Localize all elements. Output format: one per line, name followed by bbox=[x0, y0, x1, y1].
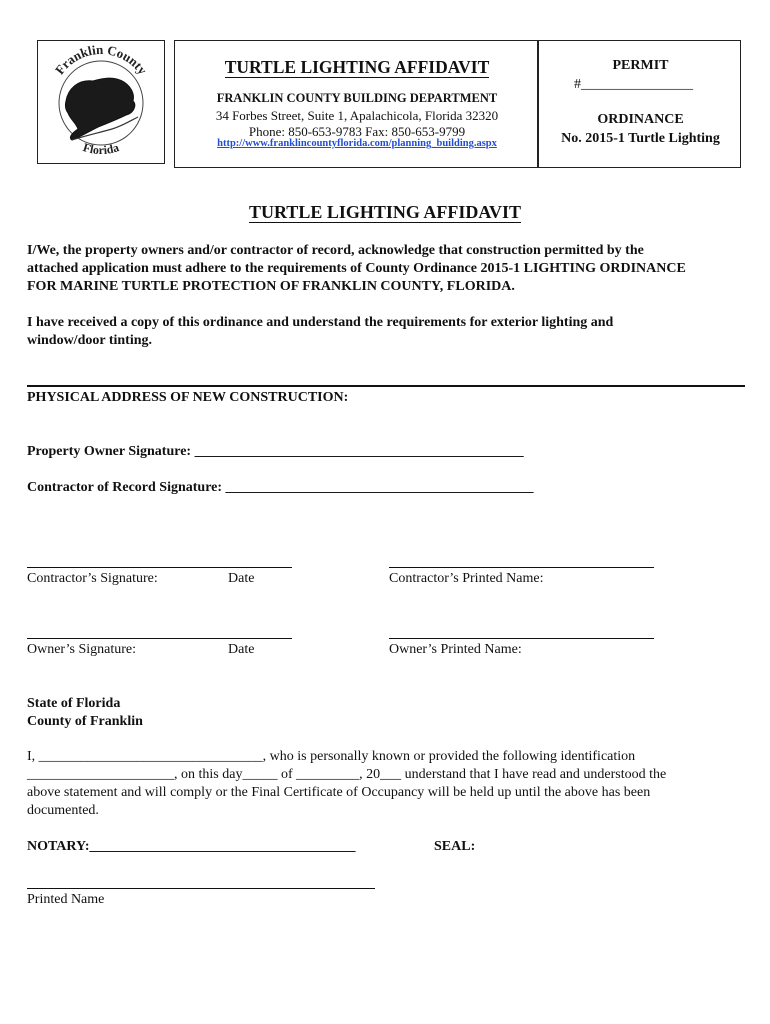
contractor-date-label: Date bbox=[228, 571, 255, 586]
owner-printed-name-line[interactable] bbox=[389, 638, 654, 639]
svg-text:Florida: Florida bbox=[81, 140, 121, 158]
header-title: TURTLE LIGHTING AFFIDAVIT bbox=[224, 57, 490, 77]
department-website-link[interactable]: http://www.franklincountyflorida.com/planning_building.aspx bbox=[217, 138, 497, 149]
property-owner-signature-field[interactable]: Property Owner Signature: _______________________________________________ bbox=[27, 444, 524, 459]
county-logo-frame bbox=[37, 40, 165, 164]
department-phone: Phone: 850-653-9783 Fax: 850-653-9799 bbox=[248, 124, 466, 139]
department-name: FRANKLIN COUNTY BUILDING DEPARTMENT bbox=[216, 91, 498, 105]
owner-signature-label: Owner’s Signature: bbox=[27, 642, 136, 657]
notary-printed-name-label: Printed Name bbox=[27, 892, 105, 907]
page-title: TURTLE LIGHTING AFFIDAVIT bbox=[248, 202, 522, 222]
ordinance-receipt-paragraph bbox=[27, 314, 747, 350]
section-divider bbox=[27, 385, 745, 387]
ordinance-number: No. 2015-1 Turtle Lighting bbox=[561, 131, 720, 146]
svg-text:Franklin County: Franklin County bbox=[51, 41, 151, 78]
paragraph-line: FOR MARINE TURTLE PROTECTION OF FRANKLIN COUNTY, FLORIDA. bbox=[27, 279, 515, 295]
notary-statement-line[interactable]: _____________________, on this day_____ of _________, 20___ understand that I have read and understood the bbox=[27, 767, 667, 782]
owner-date-label: Date bbox=[228, 642, 255, 657]
paragraph-line: attached application must adhere to the requirements of County Ordinance 2015-1 LIGHTING ORDINANCE bbox=[27, 261, 686, 277]
notary-statement-line: documented. bbox=[27, 803, 99, 818]
state-label: State of Florida bbox=[27, 696, 121, 711]
seal-label: SEAL: bbox=[434, 839, 476, 854]
permit-box bbox=[538, 40, 741, 168]
contractor-of-record-signature-field[interactable]: Contractor of Record Signature: ____________________________________________ bbox=[27, 480, 534, 495]
owner-printed-name-label: Owner’s Printed Name: bbox=[389, 642, 522, 657]
notary-signature-field[interactable]: NOTARY:______________________________________ bbox=[27, 839, 356, 854]
paragraph-line: window/door tinting. bbox=[27, 333, 152, 349]
notary-statement-line[interactable]: I, ________________________________, who is personally known or provided the following identification bbox=[27, 749, 636, 764]
contractor-printed-name-line[interactable] bbox=[389, 567, 654, 568]
department-header-box bbox=[174, 40, 538, 168]
permit-number-field[interactable]: #________________ bbox=[574, 77, 693, 92]
department-address: 34 Forbes Street, Suite 1, Apalachicola, Florida 32320 bbox=[215, 108, 499, 123]
acknowledgement-paragraph bbox=[27, 242, 747, 297]
permit-label: PERMIT bbox=[612, 58, 669, 73]
paragraph-line: I have received a copy of this ordinance and understand the requirements for exterior lighting and bbox=[27, 315, 614, 330]
physical-address-label: PHYSICAL ADDRESS OF NEW CONSTRUCTION: bbox=[27, 390, 349, 405]
notary-statement-line: above statement and will comply or the Final Certificate of Occupancy will be held up until the above has been bbox=[27, 785, 651, 800]
franklin-county-seal-logo bbox=[38, 41, 163, 162]
contractor-printed-name-label: Contractor’s Printed Name: bbox=[389, 571, 544, 586]
paragraph-line: I/We, the property owners and/or contractor of record, acknowledge that construction permitted by the bbox=[27, 243, 644, 258]
ordinance-label: ORDINANCE bbox=[597, 112, 684, 127]
notary-printed-name-line[interactable] bbox=[27, 888, 375, 889]
county-label: County of Franklin bbox=[27, 714, 143, 729]
owner-signature-line[interactable] bbox=[27, 638, 292, 639]
contractor-signature-line[interactable] bbox=[27, 567, 292, 568]
contractor-signature-label: Contractor’s Signature: bbox=[27, 571, 158, 586]
